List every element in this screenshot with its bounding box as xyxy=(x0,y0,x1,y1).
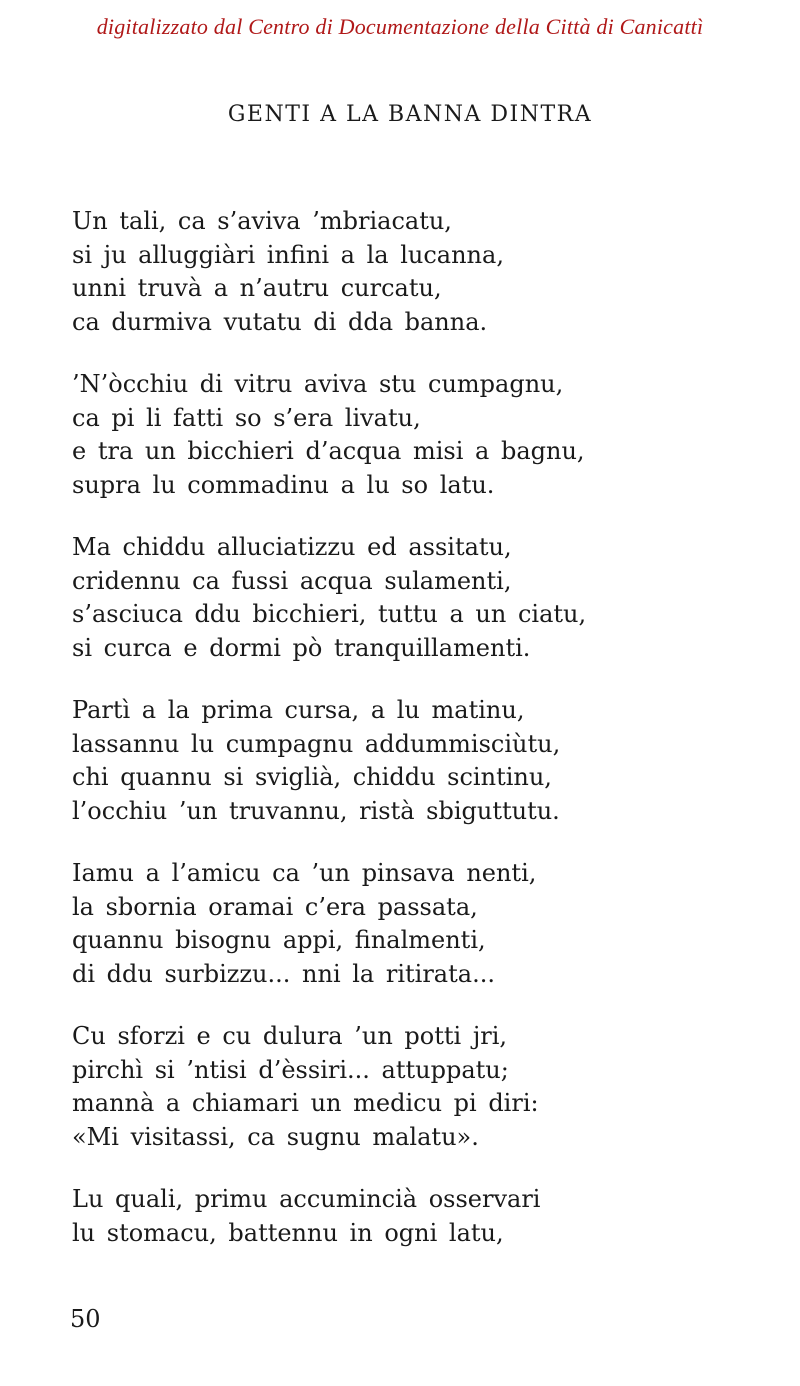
verse-line: la sbornia oramai c’era passata, xyxy=(72,892,478,921)
verse-line: ’N’òcchiu di vitru aviva stu cumpagnu, xyxy=(72,370,564,398)
verse-line: ca durmiva vutatu di dda banna. xyxy=(72,307,488,336)
digitization-watermark: digitalizzato dal Centro di Documentazione della Città di Canicattì xyxy=(96,14,704,39)
verse-line: si ju alluggiàri infini a la lucanna, xyxy=(72,240,504,269)
verse-line: s’asciuca ddu bicchieri, tuttu a un ciatu, xyxy=(72,600,587,628)
verse-line: cridennu ca fussi acqua sulamenti, xyxy=(72,566,512,595)
verse-line: lu stomacu, battennu in ogni latu, xyxy=(72,1218,504,1247)
verse-line: mannà a chiamari un medicu pi diri: xyxy=(72,1089,539,1117)
verse-line: pirchì si ’ntisi d’èssiri... attuppatu; xyxy=(72,1055,509,1084)
verse-line: Cu sforzi e cu dulura ’un potti jri, xyxy=(72,1022,508,1050)
verse-line: e tra un bicchieri d’acqua misi a bagnu, xyxy=(72,437,585,465)
stanza-6 xyxy=(72,1020,772,1154)
page-number: 50 xyxy=(70,1305,101,1333)
poem-title: GENTI A LA BANNA DINTRA xyxy=(227,102,593,127)
verse-line: unni truvà a n’autru curcatu, xyxy=(72,274,442,302)
stanza-1 xyxy=(72,205,772,339)
stanza-3 xyxy=(72,531,772,665)
verse-line: Un tali, ca s’aviva ’mbriacatu, xyxy=(72,207,452,235)
verse-line: Ma chiddu alluciatizzu ed assitatu, xyxy=(72,533,512,561)
verse-line: l’occhiu ’un truvannu, ristà sbiguttutu. xyxy=(72,796,560,825)
stanza-7 xyxy=(72,1183,772,1250)
stanza-2 xyxy=(72,368,772,502)
verse-line: Iamu a l’amicu ca ’un pinsava nenti, xyxy=(72,859,537,887)
poem-body xyxy=(72,205,772,1279)
verse-line: Partì a la prima cursa, a lu matinu, xyxy=(72,696,525,724)
verse-line: «Mi visitassi, ca sugnu malatu». xyxy=(72,1122,479,1151)
verse-line: ca pi li fatti so s’era livatu, xyxy=(72,403,421,432)
verse-line: lassannu lu cumpagnu addummisciùtu, xyxy=(72,729,561,758)
verse-line: quannu bisognu appi, finalmenti, xyxy=(72,926,486,954)
verse-line: di ddu surbizzu... nni la ritirata... xyxy=(72,959,495,988)
verse-line: si curca e dormi pò tranquillamenti. xyxy=(72,633,531,662)
verse-line: chi quannu si sviglià, chiddu scintinu, xyxy=(72,763,552,791)
stanza-5 xyxy=(72,857,772,991)
verse-line: supra lu commadinu a lu so latu. xyxy=(72,470,495,499)
verse-line: Lu quali, primu accumincià osservari xyxy=(72,1185,541,1213)
stanza-4 xyxy=(72,694,772,828)
